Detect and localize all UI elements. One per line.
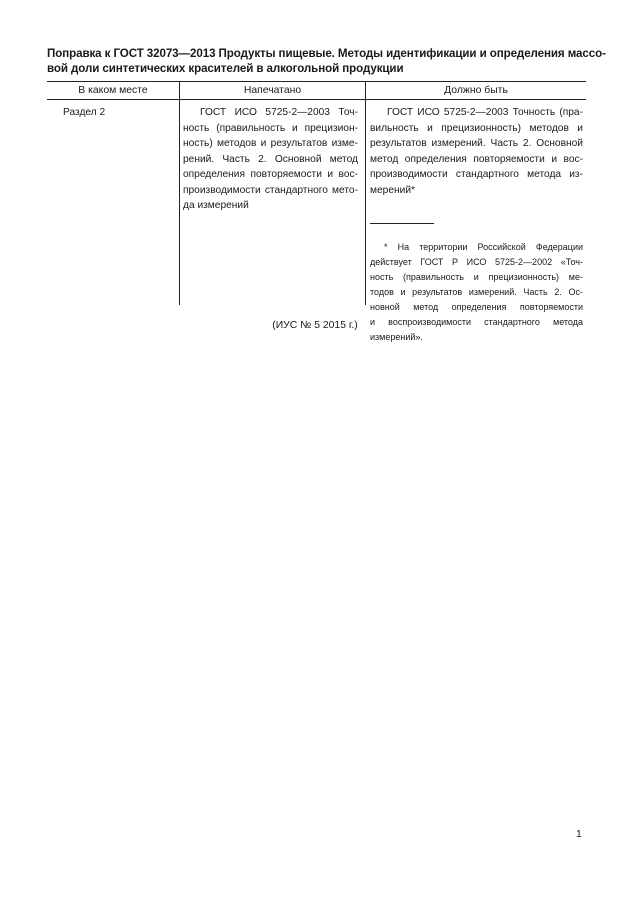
title-line-2: вой доли синтетических красителей в алкогольной продукции — [47, 62, 404, 75]
printed-line: ность (правильность и прецизион- — [183, 122, 358, 134]
source-reference: (ИУС № 5 2015 г.) — [272, 320, 358, 331]
should-be-line: вильность и прецизионность) методов и — [370, 122, 583, 134]
header-place: В каком месте — [78, 85, 148, 96]
printed-line: да измерений — [183, 200, 249, 211]
should-be-line: мерений* — [370, 184, 415, 196]
page-number: 1 — [576, 829, 582, 840]
document-title — [47, 46, 606, 76]
printed-line: рений. Часть 2. Основной метод — [183, 153, 358, 165]
footnote-rule — [370, 223, 434, 224]
column-divider-1 — [179, 81, 180, 305]
printed-line: ГОСТ ИСО 5725-2—2003 Точ- — [200, 107, 358, 118]
cell-should-be — [370, 105, 583, 198]
cell-place: Раздел 2 — [63, 107, 106, 118]
title-line-1: Поправка к ГОСТ 32073—2013 Продукты пищевые. Методы идентификации и определения массо- — [47, 47, 606, 60]
printed-line: производимости стандартного мето- — [183, 184, 358, 196]
table-top-rule — [47, 81, 586, 82]
footnote-line: и воспроизводимости стандартного метода — [370, 317, 583, 327]
should-be-line: результатов измерений. Часть 2. Основной — [370, 138, 583, 149]
column-divider-2 — [365, 81, 366, 305]
should-be-line: производимости стандартного метода из- — [370, 169, 583, 180]
cell-printed — [183, 105, 358, 214]
footnote-line: ность (правильность и прецизионность) ме- — [370, 272, 583, 282]
printed-line: ность) методов и результатов изме- — [183, 138, 358, 149]
should-be-line: метод определения повторяемости и вос- — [370, 153, 583, 165]
footnote-line: новной метод определения повторяемости — [370, 302, 583, 312]
footnote-line: тодов и результатов измерений. Часть 2. Ос- — [370, 287, 583, 297]
printed-line: определения повторяемости и вос- — [183, 169, 358, 180]
table-header-rule — [47, 99, 586, 100]
footnote-line: измерений». — [370, 332, 423, 342]
header-printed: Напечатано — [243, 85, 302, 96]
footnote-line: действует ГОСТ Р ИСО 5725-2—2002 «Точ- — [370, 257, 583, 267]
header-should-be: Должно быть — [444, 85, 508, 96]
should-be-line: ГОСТ ИСО 5725-2—2003 Точность (пра- — [387, 107, 583, 118]
footnote-line: * На территории Российской Федерации — [384, 242, 583, 252]
